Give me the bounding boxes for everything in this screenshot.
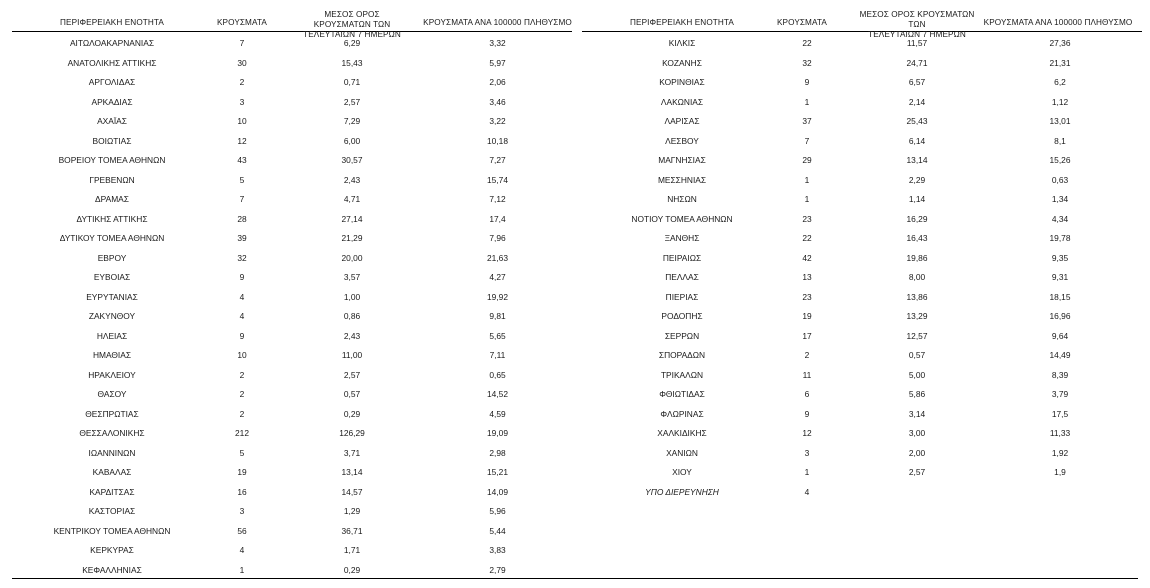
table-row [12, 130, 572, 150]
per100k-cell: 5,65 [489, 330, 506, 341]
per100k-cell: 17,4 [489, 213, 506, 224]
per100k-cell: 3,79 [1051, 389, 1069, 399]
table-row [12, 520, 572, 540]
avg7-cell: 16,43 [906, 233, 928, 243]
region-cell: ΒΟΙΩΤΙΑΣ [92, 135, 132, 146]
avg7-cell: 13,86 [906, 291, 928, 302]
avg7-cell: 1,00 [343, 291, 361, 302]
region-cell: ΔΥΤΙΚΗΣ ΑΤΤΙΚΗΣ [76, 213, 148, 224]
cases-cell: 13 [802, 272, 812, 282]
avg7-cell: 20,00 [341, 252, 363, 263]
cases-cell: 22 [802, 38, 812, 48]
avg7-cell: 0,71 [343, 77, 361, 87]
table-row [12, 422, 572, 442]
table-row [12, 286, 572, 306]
table-row [12, 149, 572, 169]
table-row [12, 481, 572, 501]
per100k-cell: 18,15 [1049, 291, 1071, 302]
region-cell: ΘΕΣΠΡΩΤΙΑΣ [85, 408, 139, 419]
region-cell: ΠΙΕΡΙΑΣ [665, 291, 699, 302]
per100k-cell: 4,59 [489, 408, 506, 419]
region-cell: ΚΑΣΤΟΡΙΑΣ [88, 506, 136, 516]
region-cell: ΔΥΤΙΚΟΥ ΤΟΜΕΑ ΑΘΗΝΩΝ [59, 233, 165, 243]
table-row [582, 305, 1142, 325]
per100k-cell: 9,35 [1051, 252, 1069, 263]
region-cell: ΚΑΡΔΙΤΣΑΣ [89, 486, 135, 497]
region-cell: ΦΛΩΡΙΝΑΣ [660, 408, 704, 419]
cases-cell: 2 [239, 408, 245, 419]
cases-cell: 56 [237, 525, 247, 536]
avg7-cell: 15,43 [341, 57, 363, 68]
region-cell: ΔΡΑΜΑΣ [95, 194, 129, 204]
per100k-cell: 14,49 [1049, 350, 1071, 360]
cases-cell: 19 [237, 467, 247, 477]
table-row [12, 442, 572, 462]
avg7-cell: 1,29 [343, 506, 361, 516]
table-row [12, 403, 572, 423]
header-cases: ΚΡΟΥΣΜΑΤΑ [217, 18, 267, 27]
avg7-cell: 6,57 [908, 77, 926, 87]
cases-cell: 4 [804, 486, 810, 497]
per100k-cell: 15,74 [487, 174, 508, 185]
cases-cell: 9 [804, 77, 810, 87]
table-row [582, 383, 1142, 403]
cases-cell: 28 [237, 213, 247, 224]
table-row [12, 227, 572, 247]
per100k-cell: 5,96 [489, 506, 506, 516]
per100k-cell: 1,92 [1051, 447, 1069, 458]
table-header [582, 0, 1142, 39]
cases-cell: 1 [804, 96, 810, 107]
table-row [12, 208, 572, 228]
cases-cell: 23 [802, 291, 812, 302]
per100k-cell: 3,32 [489, 38, 506, 48]
cases-cell: 3 [804, 447, 810, 458]
avg7-cell: 25,43 [906, 116, 928, 126]
per100k-cell: 5,97 [489, 57, 506, 68]
per100k-cell: 10,18 [487, 135, 508, 146]
cases-cell: 1 [804, 467, 810, 477]
region-cell: ΚΟΖΑΝΗΣ [662, 57, 702, 68]
cases-cell: 2 [239, 389, 245, 399]
cases-cell: 10 [237, 116, 247, 126]
avg7-cell: 13,14 [341, 467, 363, 477]
cases-cell: 10 [237, 350, 247, 360]
avg7-cell: 2,14 [908, 96, 926, 107]
table-row [582, 422, 1142, 442]
per100k-cell: 17,5 [1051, 408, 1069, 419]
cases-cell: 5 [239, 447, 245, 458]
region-cell: ΖΑΚΥΝΘΟΥ [88, 311, 136, 321]
cases-cell: 29 [802, 155, 812, 165]
table-row [582, 481, 1142, 501]
avg7-cell: 11,00 [341, 350, 363, 360]
cases-cell: 39 [237, 233, 247, 243]
cases-cell: 16 [237, 486, 247, 497]
table-row [12, 188, 572, 208]
per100k-cell: 21,31 [1049, 57, 1071, 68]
per100k-cell: 4,34 [1051, 213, 1069, 224]
cases-cell: 3 [239, 506, 245, 516]
cases-cell: 12 [237, 135, 247, 146]
per100k-cell: 1,12 [1051, 96, 1069, 107]
cases-cell: 2 [239, 77, 245, 87]
cases-cell: 17 [802, 330, 812, 341]
per100k-cell: 7,12 [489, 194, 506, 204]
header-region: ΠΕΡΙΦΕΡΕΙΑΚΗ ΕΝΟΤΗΤΑ [630, 18, 734, 27]
region-cell: ΘΑΣΟΥ [97, 389, 127, 399]
per100k-cell: 14,52 [487, 389, 508, 399]
avg7-cell: 16,29 [906, 213, 928, 224]
table-row [12, 110, 572, 130]
avg7-cell: 13,14 [906, 155, 928, 165]
per100k-cell: 5,44 [489, 525, 506, 536]
region-cell: ΗΡΑΚΛΕΙΟΥ [88, 369, 136, 380]
per100k-cell: 19,09 [487, 428, 508, 438]
region-cell: ΞΑΝΘΗΣ [664, 233, 700, 243]
avg7-cell: 3,14 [908, 408, 926, 419]
cases-cell: 1 [804, 194, 810, 204]
avg7-cell: 126,29 [339, 428, 365, 438]
avg7-cell: 27,14 [341, 213, 363, 224]
avg7-cell: 2,29 [908, 174, 926, 185]
per100k-cell: 27,36 [1049, 38, 1071, 48]
per100k-cell: 0,65 [489, 369, 506, 380]
avg7-cell: 1,71 [343, 545, 361, 555]
per100k-cell: 8,39 [1051, 369, 1069, 380]
header-region: ΠΕΡΙΦΕΡΕΙΑΚΗ ΕΝΟΤΗΤΑ [60, 18, 164, 27]
region-cell: ΛΑΚΩΝΙΑΣ [660, 96, 704, 107]
table-row [582, 110, 1142, 130]
right-table [582, 0, 1142, 500]
cases-cell: 19 [802, 311, 812, 321]
table-row [12, 461, 572, 481]
region-cell: ΝΟΤΙΟΥ ΤΟΜΕΑ ΑΘΗΝΩΝ [631, 213, 733, 224]
region-cell: ΑΡΚΑΔΙΑΣ [91, 96, 133, 107]
avg7-cell: 12,57 [906, 330, 928, 341]
region-cell: ΚΕΦΑΛΛΗΝΙΑΣ [82, 564, 142, 575]
per100k-cell: 6,2 [1054, 77, 1066, 87]
region-cell: ΚΑΒΑΛΑΣ [92, 467, 132, 477]
per100k-cell: 8,1 [1054, 135, 1066, 146]
avg7-cell: 2,57 [343, 96, 361, 107]
table-row [582, 91, 1142, 111]
table-row [582, 32, 1142, 52]
cases-cell: 43 [237, 155, 247, 165]
region-cell: ΠΕΛΛΑΣ [665, 272, 699, 282]
table-row [12, 364, 572, 384]
table-row [582, 247, 1142, 267]
per100k-cell: 3,83 [489, 545, 506, 555]
region-cell: ΛΑΡΙΣΑΣ [664, 116, 700, 126]
region-cell: ΧΑΝΙΩΝ [666, 447, 698, 458]
per100k-cell: 2,79 [489, 564, 506, 575]
table-row [582, 403, 1142, 423]
header-per100k: ΚΡΟΥΣΜΑΤΑ ΑΝΑ 100000 ΠΛΗΘΥΣΜΟ [423, 18, 572, 27]
cases-cell: 37 [802, 116, 812, 126]
avg7-cell: 2,43 [343, 330, 361, 341]
per100k-cell: 19,78 [1049, 233, 1071, 243]
avg7-cell: 3,71 [343, 447, 361, 458]
table-row [582, 130, 1142, 150]
cases-cell: 30 [237, 57, 247, 68]
cases-cell: 7 [239, 38, 245, 48]
region-cell: ΛΕΣΒΟΥ [665, 135, 699, 146]
table-row [582, 266, 1142, 286]
table-row [582, 344, 1142, 364]
cases-cell: 2 [804, 350, 810, 360]
table-row [582, 188, 1142, 208]
per100k-cell: 7,96 [489, 233, 506, 243]
per100k-cell: 9,31 [1051, 272, 1069, 282]
avg7-cell: 14,57 [341, 486, 363, 497]
per100k-cell: 1,34 [1051, 194, 1069, 204]
cases-cell: 7 [804, 135, 810, 146]
per100k-cell: 16,96 [1049, 311, 1071, 321]
per100k-cell: 2,06 [489, 77, 506, 87]
per100k-cell: 11,33 [1049, 428, 1071, 438]
per100k-cell: 7,11 [489, 350, 506, 360]
region-cell: ΕΥΡΥΤΑΝΙΑΣ [86, 291, 138, 302]
cases-cell: 22 [802, 233, 812, 243]
avg7-cell: 5,86 [908, 389, 926, 399]
region-cell: ΜΑΓΝΗΣΙΑΣ [658, 155, 706, 165]
avg7-cell: 2,43 [343, 174, 361, 185]
cases-cell: 9 [804, 408, 810, 419]
cases-cell: 9 [239, 330, 245, 341]
per100k-cell: 9,64 [1051, 330, 1069, 341]
table-row [582, 52, 1142, 72]
region-cell: ΕΥΒΟΙΑΣ [93, 272, 131, 282]
table-row [12, 559, 572, 579]
cases-cell: 32 [802, 57, 812, 68]
region-cell: ΑΝΑΤΟΛΙΚΗΣ ΑΤΤΙΚΗΣ [67, 57, 157, 68]
region-cell: ΒΟΡΕΙΟΥ ΤΟΜΕΑ ΑΘΗΝΩΝ [58, 155, 166, 165]
avg7-cell: 6,29 [343, 38, 361, 48]
cases-cell: 4 [239, 545, 245, 555]
cases-cell: 12 [802, 428, 812, 438]
avg7-cell: 2,00 [908, 447, 926, 458]
avg7-cell: 0,29 [343, 564, 361, 575]
region-cell: ΙΩΑΝΝΙΝΩΝ [88, 447, 136, 458]
cases-cell: 3 [239, 96, 245, 107]
table-row [582, 325, 1142, 345]
region-cell: ΦΘΙΩΤΙΔΑΣ [659, 389, 705, 399]
cases-cell: 23 [802, 213, 812, 224]
header-avg7-line2: ΤΕΛΕΥΤΑΙΩΝ 7 ΗΜΕΡΩΝ [303, 30, 401, 39]
cases-cell: 11 [802, 369, 812, 380]
cases-cell: 42 [802, 252, 812, 263]
region-cell: ΚΕΝΤΡΙΚΟΥ ΤΟΜΕΑ ΑΘΗΝΩΝ [53, 525, 171, 536]
region-cell: ΜΕΣΣΗΝΙΑΣ [657, 174, 707, 185]
table-row [12, 305, 572, 325]
per100k-cell: 3,46 [489, 96, 506, 107]
region-cell: ΤΡΙΚΑΛΩΝ [660, 369, 704, 380]
avg7-cell: 6,00 [343, 135, 361, 146]
table-row [12, 383, 572, 403]
per100k-cell: 19,92 [487, 291, 508, 302]
table-row [12, 500, 572, 520]
per100k-cell: 15,26 [1049, 155, 1071, 165]
per100k-cell: 14,09 [487, 486, 508, 497]
avg7-cell: 2,57 [343, 369, 361, 380]
cases-cell: 9 [239, 272, 245, 282]
header-avg7-line2: ΤΕΛΕΥΤΑΙΩΝ 7 ΗΜΕΡΩΝ [868, 30, 966, 39]
cases-cell: 1 [804, 174, 810, 185]
cases-cell: 7 [239, 194, 245, 204]
table-row [582, 169, 1142, 189]
table-row [582, 71, 1142, 91]
left-table [12, 0, 572, 578]
cases-cell: 4 [239, 311, 245, 321]
per100k-cell: 2,98 [489, 447, 506, 458]
table-row [12, 266, 572, 286]
per100k-cell: 15,21 [487, 467, 508, 477]
region-cell: ΗΜΑΘΙΑΣ [92, 350, 132, 360]
bottom-rule [12, 578, 1138, 579]
table-row [12, 247, 572, 267]
avg7-cell: 8,00 [908, 272, 926, 282]
table-row [582, 208, 1142, 228]
table-row [582, 364, 1142, 384]
avg7-cell: 0,86 [343, 311, 361, 321]
per100k-cell: 7,27 [489, 155, 506, 165]
region-cell: ΑΡΓΟΛΙΔΑΣ [88, 77, 136, 87]
table-header [12, 0, 572, 39]
avg7-cell: 6,14 [908, 135, 926, 146]
region-cell: ΠΕΙΡΑΙΩΣ [662, 252, 702, 263]
region-cell: ΘΕΣΣΑΛΟΝΙΚΗΣ [79, 428, 145, 438]
avg7-cell: 0,57 [908, 350, 926, 360]
header-per100k: ΚΡΟΥΣΜΑΤΑ ΑΝΑ 100000 ΠΛΗΘΥΣΜΟ [983, 18, 1133, 27]
header-avg7-line1: ΜΕΣΟΣ ΟΡΟΣ ΚΡΟΥΣΜΑΤΩΝ ΤΩΝ [859, 10, 975, 29]
region-cell: ΚΙΛΚΙΣ [668, 38, 696, 48]
region-cell: ΣΕΡΡΩΝ [664, 330, 700, 341]
per100k-cell: 21,63 [487, 252, 508, 263]
avg7-cell: 0,29 [343, 408, 361, 419]
region-cell: ΧΑΛΚΙΔΙΚΗΣ [657, 428, 707, 438]
cases-cell: 2 [239, 369, 245, 380]
header-cases: ΚΡΟΥΣΜΑΤΑ [777, 18, 827, 27]
avg7-cell: 5,00 [908, 369, 926, 380]
cases-cell: 4 [239, 291, 245, 302]
cases-cell: 32 [237, 252, 247, 263]
cases-cell: 6 [804, 389, 810, 399]
table-row [12, 539, 572, 559]
table-row [582, 442, 1142, 462]
avg7-cell: 2,57 [908, 467, 926, 477]
per100k-cell: 13,01 [1049, 116, 1071, 126]
region-cell: ΣΠΟΡΑΔΩΝ [658, 350, 706, 360]
table-row [12, 71, 572, 91]
region-cell: ΥΠΟ ΔΙΕΡΕΥΝΗΣΗ [645, 486, 719, 497]
region-cell: ΝΗΣΩΝ [667, 194, 697, 204]
region-cell: ΚΕΡΚΥΡΑΣ [90, 545, 134, 555]
header-avg7-line1: ΜΕΣΟΣ ΟΡΟΣ ΚΡΟΥΣΜΑΤΩΝ ΤΩΝ [313, 10, 391, 29]
avg7-cell: 7,29 [343, 116, 361, 126]
region-cell: ΑΧΑΪΑΣ [97, 116, 127, 126]
avg7-cell: 13,29 [906, 311, 928, 321]
region-cell: ΕΒΡΟΥ [97, 252, 127, 263]
per100k-cell: 0,63 [1051, 174, 1069, 185]
cases-cell: 5 [239, 174, 245, 185]
table-row [12, 344, 572, 364]
table-row [12, 325, 572, 345]
region-cell: ΓΡΕΒΕΝΩΝ [89, 174, 135, 185]
table-row [582, 227, 1142, 247]
avg7-cell: 1,14 [908, 194, 926, 204]
per100k-cell: 1,9 [1054, 467, 1066, 477]
table-row [582, 149, 1142, 169]
region-cell: ΡΟΔΟΠΗΣ [661, 311, 703, 321]
table-row [12, 91, 572, 111]
table-row [582, 461, 1142, 481]
table-row [12, 169, 572, 189]
avg7-cell: 3,57 [343, 272, 361, 282]
avg7-cell: 24,71 [906, 57, 928, 68]
region-cell: ΗΛΕΙΑΣ [96, 330, 128, 341]
avg7-cell: 0,57 [343, 389, 361, 399]
per100k-cell: 4,27 [489, 272, 506, 282]
region-cell: ΑΙΤΩΛΟΑΚΑΡΝΑΝΙΑΣ [69, 38, 155, 48]
avg7-cell: 21,29 [341, 233, 363, 243]
avg7-cell: 19,86 [906, 252, 928, 263]
per100k-cell: 9,81 [489, 311, 506, 321]
avg7-cell: 36,71 [341, 525, 363, 536]
cases-cell: 1 [239, 564, 245, 575]
avg7-cell: 3,00 [908, 428, 926, 438]
avg7-cell: 4,71 [343, 194, 361, 204]
table-row [12, 52, 572, 72]
region-cell: ΧΙΟΥ [672, 467, 692, 477]
cases-cell: 212 [235, 428, 249, 438]
avg7-cell: 11,57 [906, 38, 928, 48]
table-row [12, 32, 572, 52]
per100k-cell: 3,22 [489, 116, 506, 126]
region-cell: ΚΟΡΙΝΘΙΑΣ [659, 77, 705, 87]
table-row [582, 286, 1142, 306]
table-body [582, 32, 1142, 500]
table-body [12, 32, 572, 578]
avg7-cell: 30,57 [341, 155, 363, 165]
